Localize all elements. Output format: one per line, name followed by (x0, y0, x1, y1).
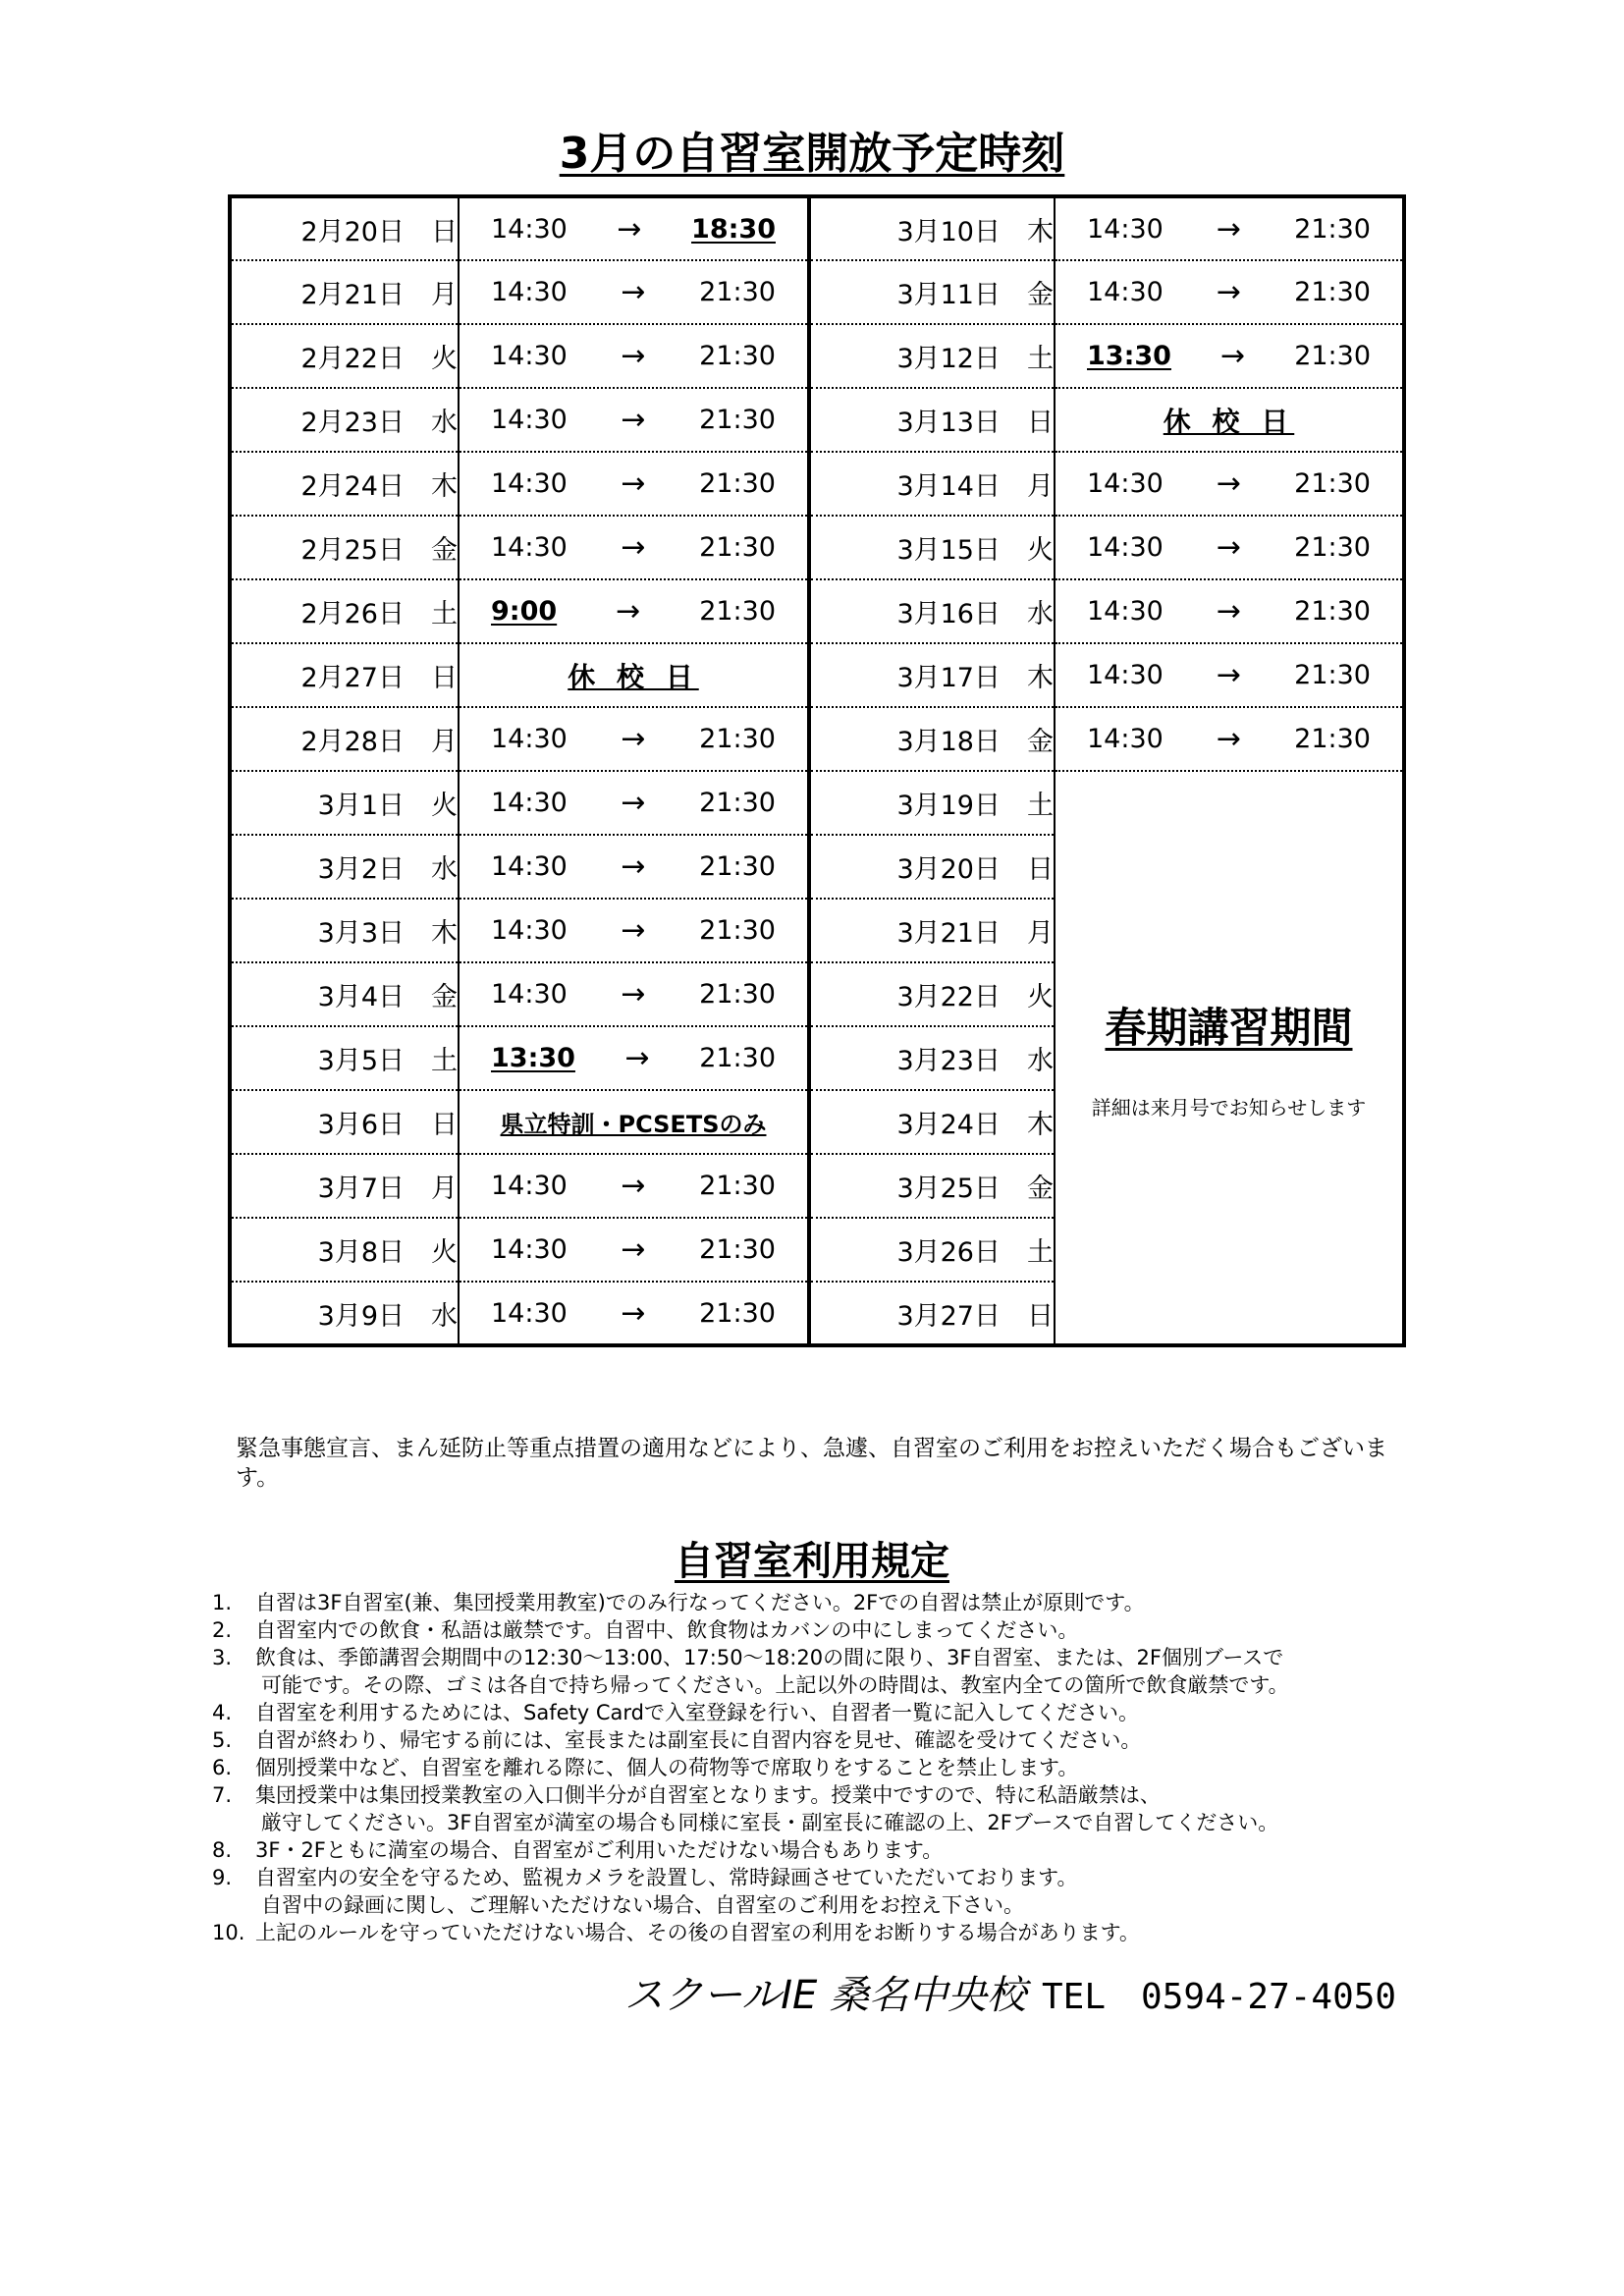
spring-period-title: 春期講習期間 (1105, 1003, 1353, 1052)
date-label: 3月5日 (317, 1046, 405, 1076)
table-row (230, 324, 1404, 388)
weekday-label: 日 (1027, 1300, 1054, 1332)
weekday-label: 金 (1027, 1174, 1054, 1204)
rule-item (212, 1589, 1449, 1616)
weekday-label: 水 (431, 854, 458, 885)
arrow-icon: → (621, 977, 646, 1011)
weekday-label: 日 (431, 663, 458, 693)
time-cell (459, 324, 809, 388)
date-label: 3月7日 (317, 1174, 405, 1204)
date-cell (230, 643, 459, 707)
rule-line: 自習室内の安全を守るため、監視カメラを設置し、常時録画させていただいております。 (255, 1866, 1078, 1889)
time-cell (459, 771, 809, 835)
rule-line: 飲食は、季節講習会期間中の12:30～13:00、17:50～18:20の間に限り、3F自習室、または、2F個別ブースで (255, 1646, 1284, 1669)
date-cell (809, 516, 1055, 579)
arrow-icon: → (621, 722, 646, 756)
start-time: 14:30 (491, 1297, 568, 1329)
date-cell (809, 1154, 1055, 1218)
end-time: 21:30 (699, 915, 776, 946)
weekday-label: 水 (431, 1300, 458, 1332)
time-range (1056, 212, 1402, 246)
rule-line: 集団授業中は集団授業教室の入口側半分が自習室となります。授業中ですので、特に私語厳禁は、 (255, 1783, 1161, 1807)
time-range (460, 722, 807, 756)
rule-text (255, 1644, 1449, 1699)
time-range (460, 1041, 807, 1075)
table-row (230, 771, 1404, 835)
rule-text (255, 1726, 1449, 1754)
rule-item (212, 1699, 1449, 1726)
time-range (1056, 722, 1402, 756)
end-time: 21:30 (699, 1297, 776, 1329)
end-time: 21:30 (699, 341, 776, 371)
time-range (460, 913, 807, 948)
weekday-label: 日 (431, 1110, 458, 1140)
table-row (230, 260, 1404, 324)
weekday-label: 金 (1027, 727, 1054, 757)
time-range (1056, 466, 1402, 501)
weekday-label: 月 (1027, 918, 1054, 949)
arrow-icon: → (621, 339, 646, 373)
date-cell (230, 1282, 459, 1345)
date-cell (230, 1090, 459, 1154)
time-cell (459, 1026, 809, 1090)
end-time: 21:30 (1294, 277, 1371, 307)
time-range (1056, 275, 1402, 309)
start-time: 14:30 (1087, 532, 1164, 563)
arrow-icon: → (1216, 594, 1242, 629)
date-cell (230, 260, 459, 324)
date-label: 3月27日 (896, 1300, 1001, 1332)
date-cell (809, 771, 1055, 835)
date-label: 3月3日 (317, 918, 405, 949)
date-cell (230, 1154, 459, 1218)
rule-number: 4. (212, 1701, 233, 1724)
end-time: 21:30 (699, 851, 776, 882)
weekday-label: 日 (1027, 408, 1054, 438)
time-cell (1055, 643, 1404, 707)
arrow-icon: → (621, 849, 646, 884)
time-range (460, 466, 807, 501)
arrow-icon: → (621, 786, 646, 820)
rule-item (212, 1864, 1449, 1919)
rule-line: 自習は3F自習室(兼、集団授業用教室)でのみ行なってください。2Fでの自習は禁止が原則です。 (255, 1591, 1145, 1614)
time-cell (459, 835, 809, 899)
time-range (460, 594, 807, 629)
date-cell (230, 707, 459, 771)
rule-text (255, 1864, 1449, 1919)
date-cell (809, 452, 1055, 516)
date-label: 2月20日 (300, 216, 405, 247)
start-time: 14:30 (491, 532, 568, 563)
date-label: 3月20日 (896, 854, 1001, 885)
start-time: 14:30 (1087, 277, 1164, 307)
weekday-label: 月 (431, 1174, 458, 1204)
time-cell (1055, 260, 1404, 324)
time-range (460, 275, 807, 309)
spring-period-note: 詳細は来月号でお知らせします (1091, 1095, 1367, 1120)
date-label: 3月13日 (896, 408, 1001, 438)
arrow-icon: → (621, 1169, 646, 1203)
end-time: 21:30 (699, 596, 776, 627)
time-cell (1055, 196, 1404, 260)
date-label: 3月8日 (317, 1237, 405, 1268)
weekday-label: 月 (431, 280, 458, 310)
date-label: 3月24日 (896, 1110, 1001, 1140)
table-row (230, 388, 1404, 452)
date-cell (809, 643, 1055, 707)
end-time: 21:30 (699, 1171, 776, 1201)
rule-text (255, 1699, 1449, 1726)
weekday-label: 月 (431, 727, 458, 757)
date-cell (809, 1282, 1055, 1345)
time-cell (459, 452, 809, 516)
time-range (460, 1232, 807, 1267)
rule-number: 3. (212, 1646, 233, 1669)
start-time: 14:30 (1087, 724, 1164, 754)
date-cell (230, 516, 459, 579)
end-time: 21:30 (1294, 724, 1371, 754)
rule-number: 9. (212, 1866, 233, 1889)
time-cell (459, 388, 809, 452)
start-time: 14:30 (491, 405, 568, 435)
start-time: 14:30 (491, 341, 568, 371)
arrow-icon: → (621, 913, 646, 948)
weekday-label: 金 (431, 535, 458, 566)
start-time: 14:30 (491, 915, 568, 946)
time-cell (459, 707, 809, 771)
date-label: 3月16日 (896, 599, 1001, 629)
time-range (460, 977, 807, 1011)
rule-line: 個別授業中など、自習室を離れる際に、個人の荷物等で席取りをすることを禁止します。 (255, 1756, 1079, 1779)
rule-item (212, 1836, 1449, 1864)
time-range (460, 403, 807, 437)
arrow-icon: → (617, 211, 642, 246)
date-label: 3月1日 (317, 791, 405, 821)
start-time: 13:30 (1087, 341, 1171, 371)
start-time: 14:30 (1087, 468, 1164, 499)
date-cell (809, 1218, 1055, 1282)
date-cell (230, 962, 459, 1026)
time-cell (459, 260, 809, 324)
date-cell (809, 835, 1055, 899)
date-label: 3月14日 (896, 471, 1001, 502)
weekday-label: 土 (1027, 344, 1054, 374)
date-label: 3月25日 (896, 1174, 1001, 1204)
date-cell (230, 324, 459, 388)
rule-number: 1. (212, 1591, 233, 1614)
time-cell (459, 1218, 809, 1282)
rule-item (212, 1919, 1449, 1946)
time-cell (459, 1090, 809, 1154)
date-cell (230, 835, 459, 899)
rules-title: 自習室利用規定 (675, 1539, 949, 1584)
date-cell (809, 196, 1055, 260)
weekday-label: 木 (1027, 216, 1054, 247)
time-cell (459, 516, 809, 579)
end-time: 21:30 (699, 277, 776, 307)
time-cell (1055, 388, 1404, 452)
end-time: 21:30 (1294, 213, 1371, 245)
weekday-label: 木 (1027, 663, 1054, 693)
start-time: 14:30 (491, 1171, 568, 1201)
time-cell (459, 196, 809, 260)
rule-text (255, 1919, 1449, 1946)
rule-number: 2. (212, 1618, 233, 1642)
end-time: 21:30 (1294, 596, 1371, 627)
date-cell (809, 707, 1055, 771)
date-cell (809, 1090, 1055, 1154)
table-row (230, 707, 1404, 771)
rule-line: 3F・2Fともに満室の場合、自習室がご利用いただけない場合もあります。 (255, 1838, 944, 1862)
date-label: 3月18日 (896, 727, 1001, 757)
end-time: 21:30 (1294, 468, 1371, 499)
end-time: 21:30 (699, 724, 776, 754)
date-label: 3月15日 (896, 535, 1001, 566)
date-label: 3月6日 (317, 1110, 405, 1140)
date-cell (230, 771, 459, 835)
page-title: 3月の自習室開放予定時刻 (559, 129, 1065, 179)
weekday-label: 木 (431, 471, 458, 502)
time-range (460, 339, 807, 373)
time-range (460, 530, 807, 565)
rule-line: 可能です。その際、ゴミは各自で持ち帰ってください。上記以外の時間は、教室内全ての箇所で飲食厳禁です。 (261, 1673, 1289, 1697)
date-cell (809, 260, 1055, 324)
arrow-icon: → (1216, 530, 1242, 565)
table-row (230, 516, 1404, 579)
time-range (1056, 658, 1402, 692)
date-label: 2月28日 (300, 727, 405, 757)
rule-line: 自習が終わり、帰宅する前には、室長または副室長に自習内容を見せ、確認を受けてください。 (255, 1728, 1142, 1752)
arrow-icon: → (1216, 466, 1242, 501)
weekday-label: 火 (431, 1237, 458, 1268)
date-cell (230, 388, 459, 452)
end-time: 21:30 (699, 405, 776, 435)
date-label: 3月11日 (896, 280, 1001, 310)
weekday-label: 日 (1027, 854, 1054, 885)
arrow-icon: → (1216, 211, 1242, 246)
weekday-label: 木 (431, 918, 458, 949)
end-time: 21:30 (699, 1043, 776, 1073)
arrow-icon: → (1220, 339, 1246, 373)
date-label: 3月19日 (896, 791, 1001, 821)
arrow-icon: → (621, 403, 646, 437)
rule-text (255, 1754, 1449, 1781)
date-cell (809, 579, 1055, 643)
arrow-icon: → (1216, 275, 1242, 309)
special-note: 県立特訓・PCSETSのみ (500, 1111, 767, 1138)
end-time: 21:30 (699, 1234, 776, 1265)
rule-line: 上記のルールを守っていただけない場合、その後の自習室の利用をお断りする場合があります。 (255, 1921, 1140, 1944)
date-label: 3月10日 (896, 216, 1001, 247)
rule-line: 自習中の録画に関し、ご理解いただけない場合、自習室のご利用をお控え下さい。 (261, 1893, 1024, 1917)
start-time: 14:30 (491, 277, 568, 307)
arrow-icon: → (1216, 722, 1242, 756)
time-range (460, 1169, 807, 1203)
rule-line: 自習室を利用するためには、Safety Cardで入室登録を行い、自習者一覧に記入してください。 (255, 1701, 1139, 1724)
closed-day-label: 休 校 日 (568, 660, 699, 693)
school-name: スクールIE 桑名中央校 (624, 1973, 1026, 2018)
rule-number: 7. (212, 1783, 233, 1807)
weekday-label: 木 (1027, 1110, 1054, 1140)
rule-item (212, 1644, 1449, 1699)
closed-day-label: 休 校 日 (1163, 405, 1295, 438)
rule-line: 自習室内での飲食・私語は厳禁です。自習中、飲食物はカバンの中にしまってください。 (255, 1618, 1079, 1642)
time-range (1056, 339, 1402, 373)
rule-number: 10. (212, 1921, 245, 1944)
time-cell (1055, 324, 1404, 388)
arrow-icon: → (621, 1232, 646, 1267)
table-row (230, 643, 1404, 707)
rule-text (255, 1589, 1449, 1616)
date-label: 3月21日 (896, 918, 1001, 949)
date-label: 3月4日 (317, 982, 405, 1012)
start-time: 14:30 (491, 979, 568, 1010)
time-range (460, 849, 807, 884)
weekday-label: 火 (1027, 535, 1054, 566)
rule-text (255, 1836, 1449, 1864)
time-cell (459, 643, 809, 707)
date-cell (230, 1218, 459, 1282)
date-cell (809, 324, 1055, 388)
end-time: 21:30 (1294, 660, 1371, 690)
end-time: 21:30 (699, 468, 776, 499)
date-label: 3月23日 (896, 1046, 1001, 1076)
weekday-label: 水 (1027, 1046, 1054, 1076)
date-label: 3月26日 (896, 1237, 1001, 1268)
date-label: 3月2日 (317, 854, 405, 885)
time-cell (1055, 579, 1404, 643)
schedule-table (228, 194, 1406, 1347)
start-time: 14:30 (1087, 213, 1164, 245)
date-cell (809, 962, 1055, 1026)
notice-text: 緊急事態宣言、まん延防止等重点措置の適用などにより、急遽、自習室のご利用をお控えいただく場合もございます。 (236, 1436, 1387, 1491)
end-time: 21:30 (699, 532, 776, 563)
rule-line: 厳守してください。3F自習室が満室の場合も同様に室長・副室長に確認の上、2Fブースで自習してください。 (261, 1811, 1279, 1834)
school-tel: TEL 0594-27-4050 (1042, 1977, 1397, 2017)
rule-item (212, 1754, 1449, 1781)
time-cell (459, 899, 809, 962)
rule-text (255, 1781, 1449, 1836)
weekday-label: 金 (1027, 280, 1054, 310)
start-time: 14:30 (491, 851, 568, 882)
arrow-icon: → (621, 1295, 646, 1331)
time-cell (459, 579, 809, 643)
weekday-label: 土 (431, 1046, 458, 1076)
date-label: 3月22日 (896, 982, 1001, 1012)
arrow-icon: → (621, 275, 646, 309)
arrow-icon: → (624, 1041, 650, 1075)
start-time: 14:30 (491, 1234, 568, 1265)
date-label: 2月23日 (300, 408, 405, 438)
time-cell (459, 1282, 809, 1345)
rule-number: 8. (212, 1838, 233, 1862)
time-cell (1055, 707, 1404, 771)
start-time: 14:30 (491, 724, 568, 754)
time-range (1056, 594, 1402, 629)
weekday-label: 日 (431, 216, 458, 247)
weekday-label: 月 (1027, 471, 1054, 502)
date-label: 2月24日 (300, 471, 405, 502)
start-time: 14:30 (491, 213, 568, 245)
date-label: 3月12日 (896, 344, 1001, 374)
date-cell (809, 899, 1055, 962)
rules-list (212, 1589, 1449, 1946)
end-time: 21:30 (699, 979, 776, 1010)
date-label: 2月27日 (300, 663, 405, 693)
spring-period-cell (1055, 771, 1404, 1345)
rule-number: 5. (212, 1728, 233, 1752)
time-cell (459, 1154, 809, 1218)
arrow-icon: → (621, 466, 646, 501)
time-cell (459, 962, 809, 1026)
end-time: 21:30 (1294, 532, 1371, 563)
table-row (230, 579, 1404, 643)
date-label: 3月9日 (317, 1300, 405, 1332)
date-label: 2月26日 (300, 599, 405, 629)
weekday-label: 土 (1027, 1237, 1054, 1268)
time-cell (1055, 452, 1404, 516)
start-time: 14:30 (491, 788, 568, 818)
table-row (230, 196, 1404, 260)
date-label: 2月22日 (300, 344, 405, 374)
weekday-label: 火 (431, 791, 458, 821)
date-cell (230, 452, 459, 516)
rule-text (255, 1616, 1449, 1644)
time-range (460, 1296, 807, 1331)
arrow-icon: → (616, 594, 641, 629)
time-cell (1055, 516, 1404, 579)
start-time: 14:30 (1087, 660, 1164, 690)
date-cell (230, 579, 459, 643)
end-time: 21:30 (1294, 341, 1371, 371)
rule-item (212, 1616, 1449, 1644)
date-label: 3月17日 (896, 663, 1001, 693)
date-cell (230, 1026, 459, 1090)
table-row (230, 452, 1404, 516)
rule-item (212, 1726, 1449, 1754)
start-time: 9:00 (491, 596, 558, 627)
weekday-label: 火 (1027, 982, 1054, 1012)
arrow-icon: → (621, 530, 646, 565)
arrow-icon: → (1216, 658, 1242, 692)
date-label: 2月21日 (300, 280, 405, 310)
weekday-label: 水 (431, 408, 458, 438)
time-range (1056, 530, 1402, 565)
weekday-label: 土 (1027, 791, 1054, 821)
start-time: 14:30 (491, 468, 568, 499)
date-cell (809, 1026, 1055, 1090)
weekday-label: 火 (431, 344, 458, 374)
start-time: 13:30 (491, 1043, 575, 1073)
footer (624, 1964, 1396, 2020)
end-time: 18:30 (691, 213, 776, 245)
rule-item (212, 1781, 1449, 1836)
time-range (460, 786, 807, 820)
rule-number: 6. (212, 1756, 233, 1779)
weekday-label: 土 (431, 599, 458, 629)
date-cell (230, 899, 459, 962)
time-range (460, 212, 807, 246)
date-label: 2月25日 (300, 535, 405, 566)
weekday-label: 水 (1027, 599, 1054, 629)
date-cell (809, 388, 1055, 452)
date-cell (230, 196, 459, 260)
end-time: 21:30 (699, 788, 776, 818)
start-time: 14:30 (1087, 596, 1164, 627)
weekday-label: 金 (431, 982, 458, 1012)
